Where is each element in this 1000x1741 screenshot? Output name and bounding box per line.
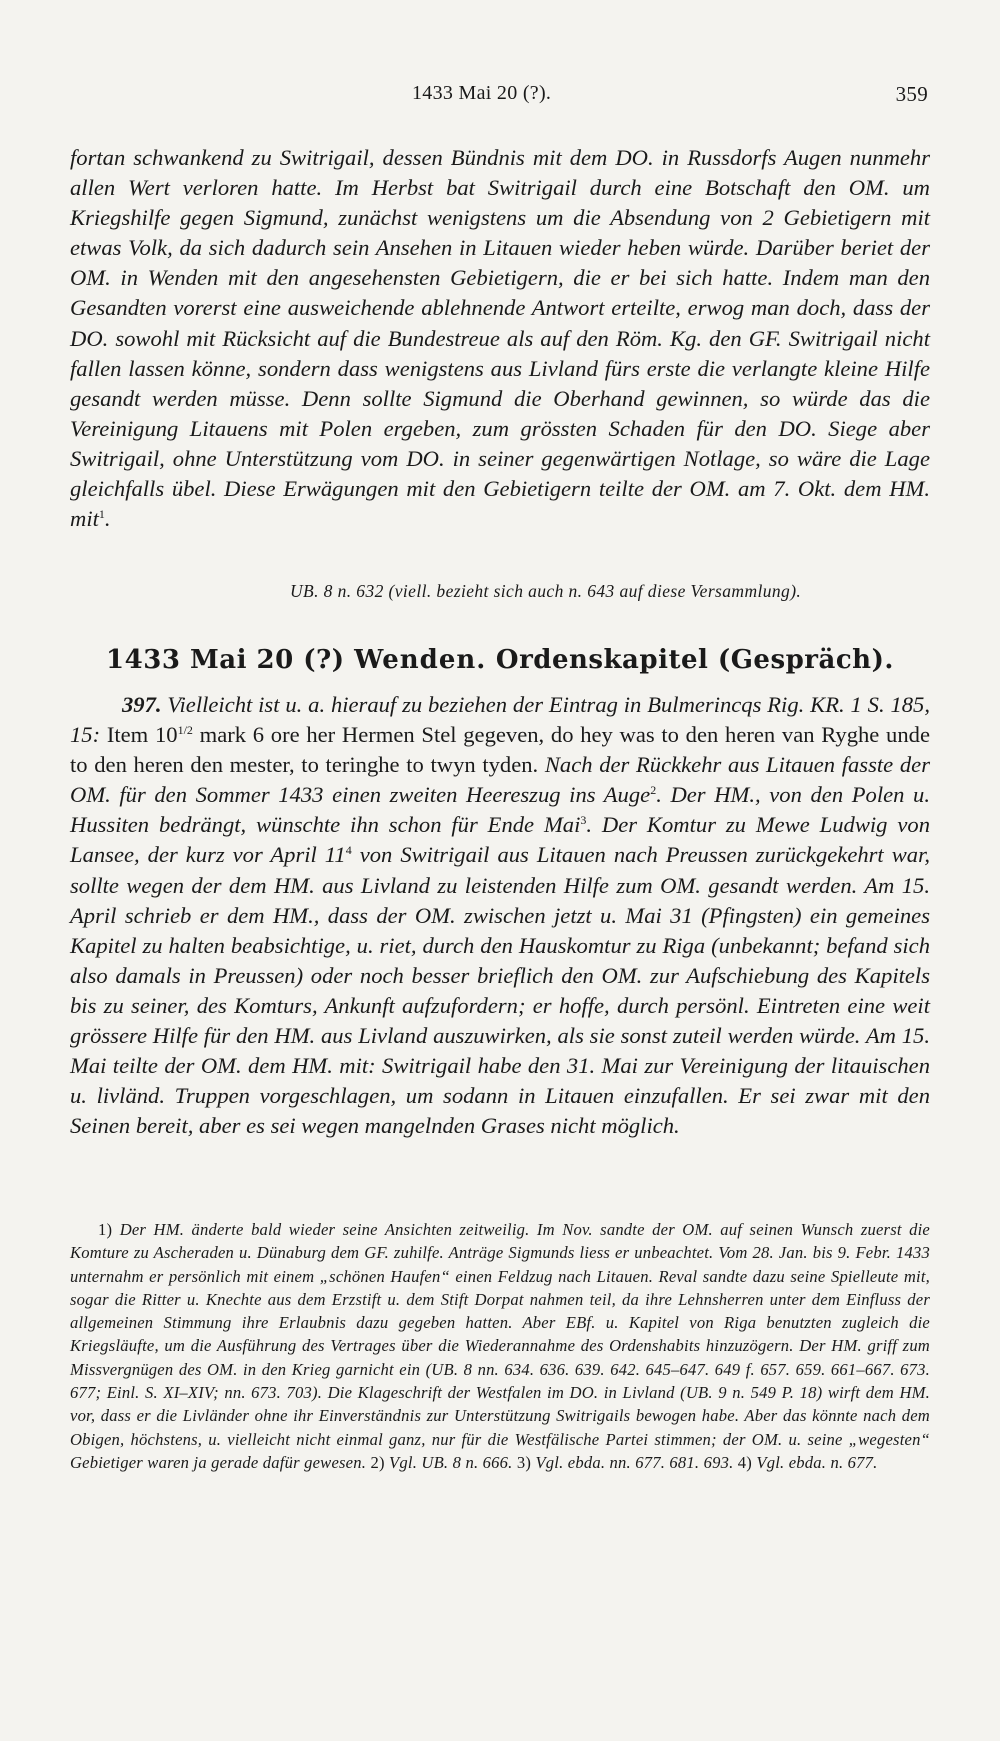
footnote-1-mark: 1): [98, 1220, 113, 1239]
footnote-3-mark: 3): [516, 1452, 532, 1472]
entry-number: 397.: [122, 692, 162, 717]
quote-part-b: mark 6 ore her Hermen Stel gegeven, do hey was to den heren van Ryghe unde to den heren den mester, to teringhe to twyn tyden.: [70, 722, 930, 778]
footnote-ref-1[interactable]: 1: [98, 507, 105, 522]
entry-paragraph: [70, 690, 930, 1141]
quote-fraction: 1/2: [177, 723, 193, 738]
entry-text-2: Nach der Rückkehr aus Litauen fasste der OM. für den Sommer 1433 einen zweiten Heereszug ins Auge: [70, 752, 930, 808]
footnote-4-text: Vgl. ebda. n. 677.: [756, 1452, 878, 1472]
footnote-4-mark: 4): [737, 1452, 753, 1472]
entry-title: Ordenskapitel (Gespräch).: [495, 645, 894, 675]
footnote-ref-4[interactable]: 4: [345, 843, 352, 858]
footnotes: [70, 1218, 930, 1474]
source-citation: UB. 8 n. 632 (viell. bezieht sich auch n. 643 auf diese Versammlung).: [290, 581, 802, 601]
footnote-ref-3[interactable]: 3: [580, 813, 587, 828]
footnote-1-text: Der HM. änderte bald wieder seine Ansichten zeitweilig. Im Nov. sandte der OM. auf seinen Wunsch zuerst die Komture zu Ascheraden u. Dünaburg dem GF. zuhilfe. Anträge Sigmunds liess er unbeachtet. Vom 28. Jan. bis 9. Febr. 1433 unternahm er persönlich mit einem „schönen Haufen“ einen Feldzug nach Litauen. Reval sandte dazu seine Spielleute mit, sogar die Ritter u. Knechte aus dem Erzstift u. dem Stift Dorpat nahmen teil, da ihre Lehnsherren unter dem Einfluss der allgemeinen Stimmung ihre Erlaubnis dazu gegeben hatten. Aber EBf. u. Kapitel von Riga benutzten zugleich die Kriegsläufte, um die Ausführung des Vertrages über die Wiederannahme des Ordenshabits hinzuzögern. Der HM. griff zum Missvergnügen des OM. in den Krieg garnicht ein (UB. 8 nn. 634. 636. 639. 642. 645–647. 649 f. 657. 659. 661–667. 673. 677; Einl. S. XI–XIV; nn. 673. 703). Die Klageschrift der Westfalen im DO. in Livland (UB. 9 n. 549 P. 18) wirft dem HM. vor, dass er die Livländer ohne ihr Einverständnis zur Unterstützung Switrigails bewogen habe. Aber das könnte nach dem Obigen, höchstens, u. vielleicht nicht einmal ganz, nur für die Westfälische Partei stimmen; der OM. u. seine „wegesten“ Gebietiger waren ja gerade dafür gewesen.: [70, 1220, 930, 1472]
entry-heading: [0, 645, 1000, 675]
entry-text-3: . Der HM., von den Polen u. Hussiten bedrängt, wünschte ihn schon für Ende Mai: [70, 782, 930, 838]
entry-text-5: von Switrigail aus Litauen nach Preussen zurückgekehrt war, sollte wegen der dem HM. aus Livland zu leistenden Hilfe zum OM. gesandt werden. Am 15. April schrieb er dem HM., dass der OM. zwischen jetzt u. Mai 31 (Pfingsten) ein gemeines Kapitel zu halten beabsichtige, u. riet, durch den Hauskomtur zu Riga (unbekannt; befand sich also damals in Preussen) oder noch besser brieflich den OM. zur Aufschiebung des Kapitels bis zu seiner, des Komturs, Ankunft aufzufordern; er hoffe, durch persönl. Eintreten eine weit grössere Hilfe für den HM. aus Livland auszuwirken, als sie sonst zuteil werden würde. Am 15. Mai teilte der OM. dem HM. mit: Switrigail habe den 31. Mai zur Vereinigung der litauischen u. livländ. Truppen vorgeschlagen, um sodann in Litauen einzufallen. Er sei zwar mit den Seinen bereit, aber es sei wegen mangelnden Grases nicht möglich.: [70, 842, 931, 1139]
paragraph-end: .: [104, 506, 111, 532]
entry-date: 1433 Mai 20 (?): [106, 645, 345, 675]
footnote-ref-2[interactable]: 2: [650, 783, 657, 798]
paragraph-continued: [70, 143, 930, 534]
paragraph-text: fortan schwankend zu Switrigail, dessen Bündnis mit dem DO. in Russdorfs Augen nunmehr allen Wert verloren hatte. Im Herbst bat Switrigail durch eine Botschaft den OM. um Kriegshilfe gegen Sigmund, zunächst wenigstens um die Absendung von 2 Gebietigern mit etwas Volk, da sich dadurch sein Ansehen in Litauen wieder heben würde. Darüber beriet der OM. in Wenden mit den angesehensten Gebietigern, die er bei sich hatte. Indem man den Gesandten vorerst eine ausweichende ablehnende Antwort erteilte, erwog man doch, dass der DO. sowohl mit Rücksicht auf die Bundestreue als auf den Röm. Kg. den GF. Switrigail nicht fallen lassen könne, sondern dass wenigstens aus Livland fürs erste die verlangte kleine Hilfe gesandt werden müsse. Denn sollte Sigmund die Oberhand gewinnen, so würde das die Vereinigung Litauens mit Polen ergeben, zum grössten Schaden für den DO. Siege aber Switrigail, ohne Unterstützung vom DO. in seiner gegenwärtigen Notlage, so wäre die Lage gleichfalls übel. Diese Erwägungen mit den Gebietigern teilte der OM. am 7. Okt. dem HM. mit: [70, 145, 930, 532]
footnote-3-text: Vgl. ebda. nn. 677. 681. 693.: [535, 1452, 734, 1472]
entry-text-intro: Vielleicht ist u. a. hierauf zu beziehen der Eintrag in Bulmerincqs Rig. KR. 1 S. 185, 15:: [70, 692, 930, 748]
page-number: 359: [895, 82, 928, 106]
footnote-2-text: Vgl. UB. 8 n. 666.: [389, 1452, 513, 1472]
entry-text-4: . Der Komtur zu Mewe Ludwig von Lansee, der kurz vor April 11: [70, 812, 930, 868]
quote-part-a: Item 10: [106, 722, 178, 748]
page-header: [72, 82, 928, 110]
entry-place: Wenden.: [354, 645, 487, 675]
running-title: 1433 Mai 20 (?).: [412, 82, 552, 104]
footnote-2-mark: 2): [370, 1452, 385, 1472]
